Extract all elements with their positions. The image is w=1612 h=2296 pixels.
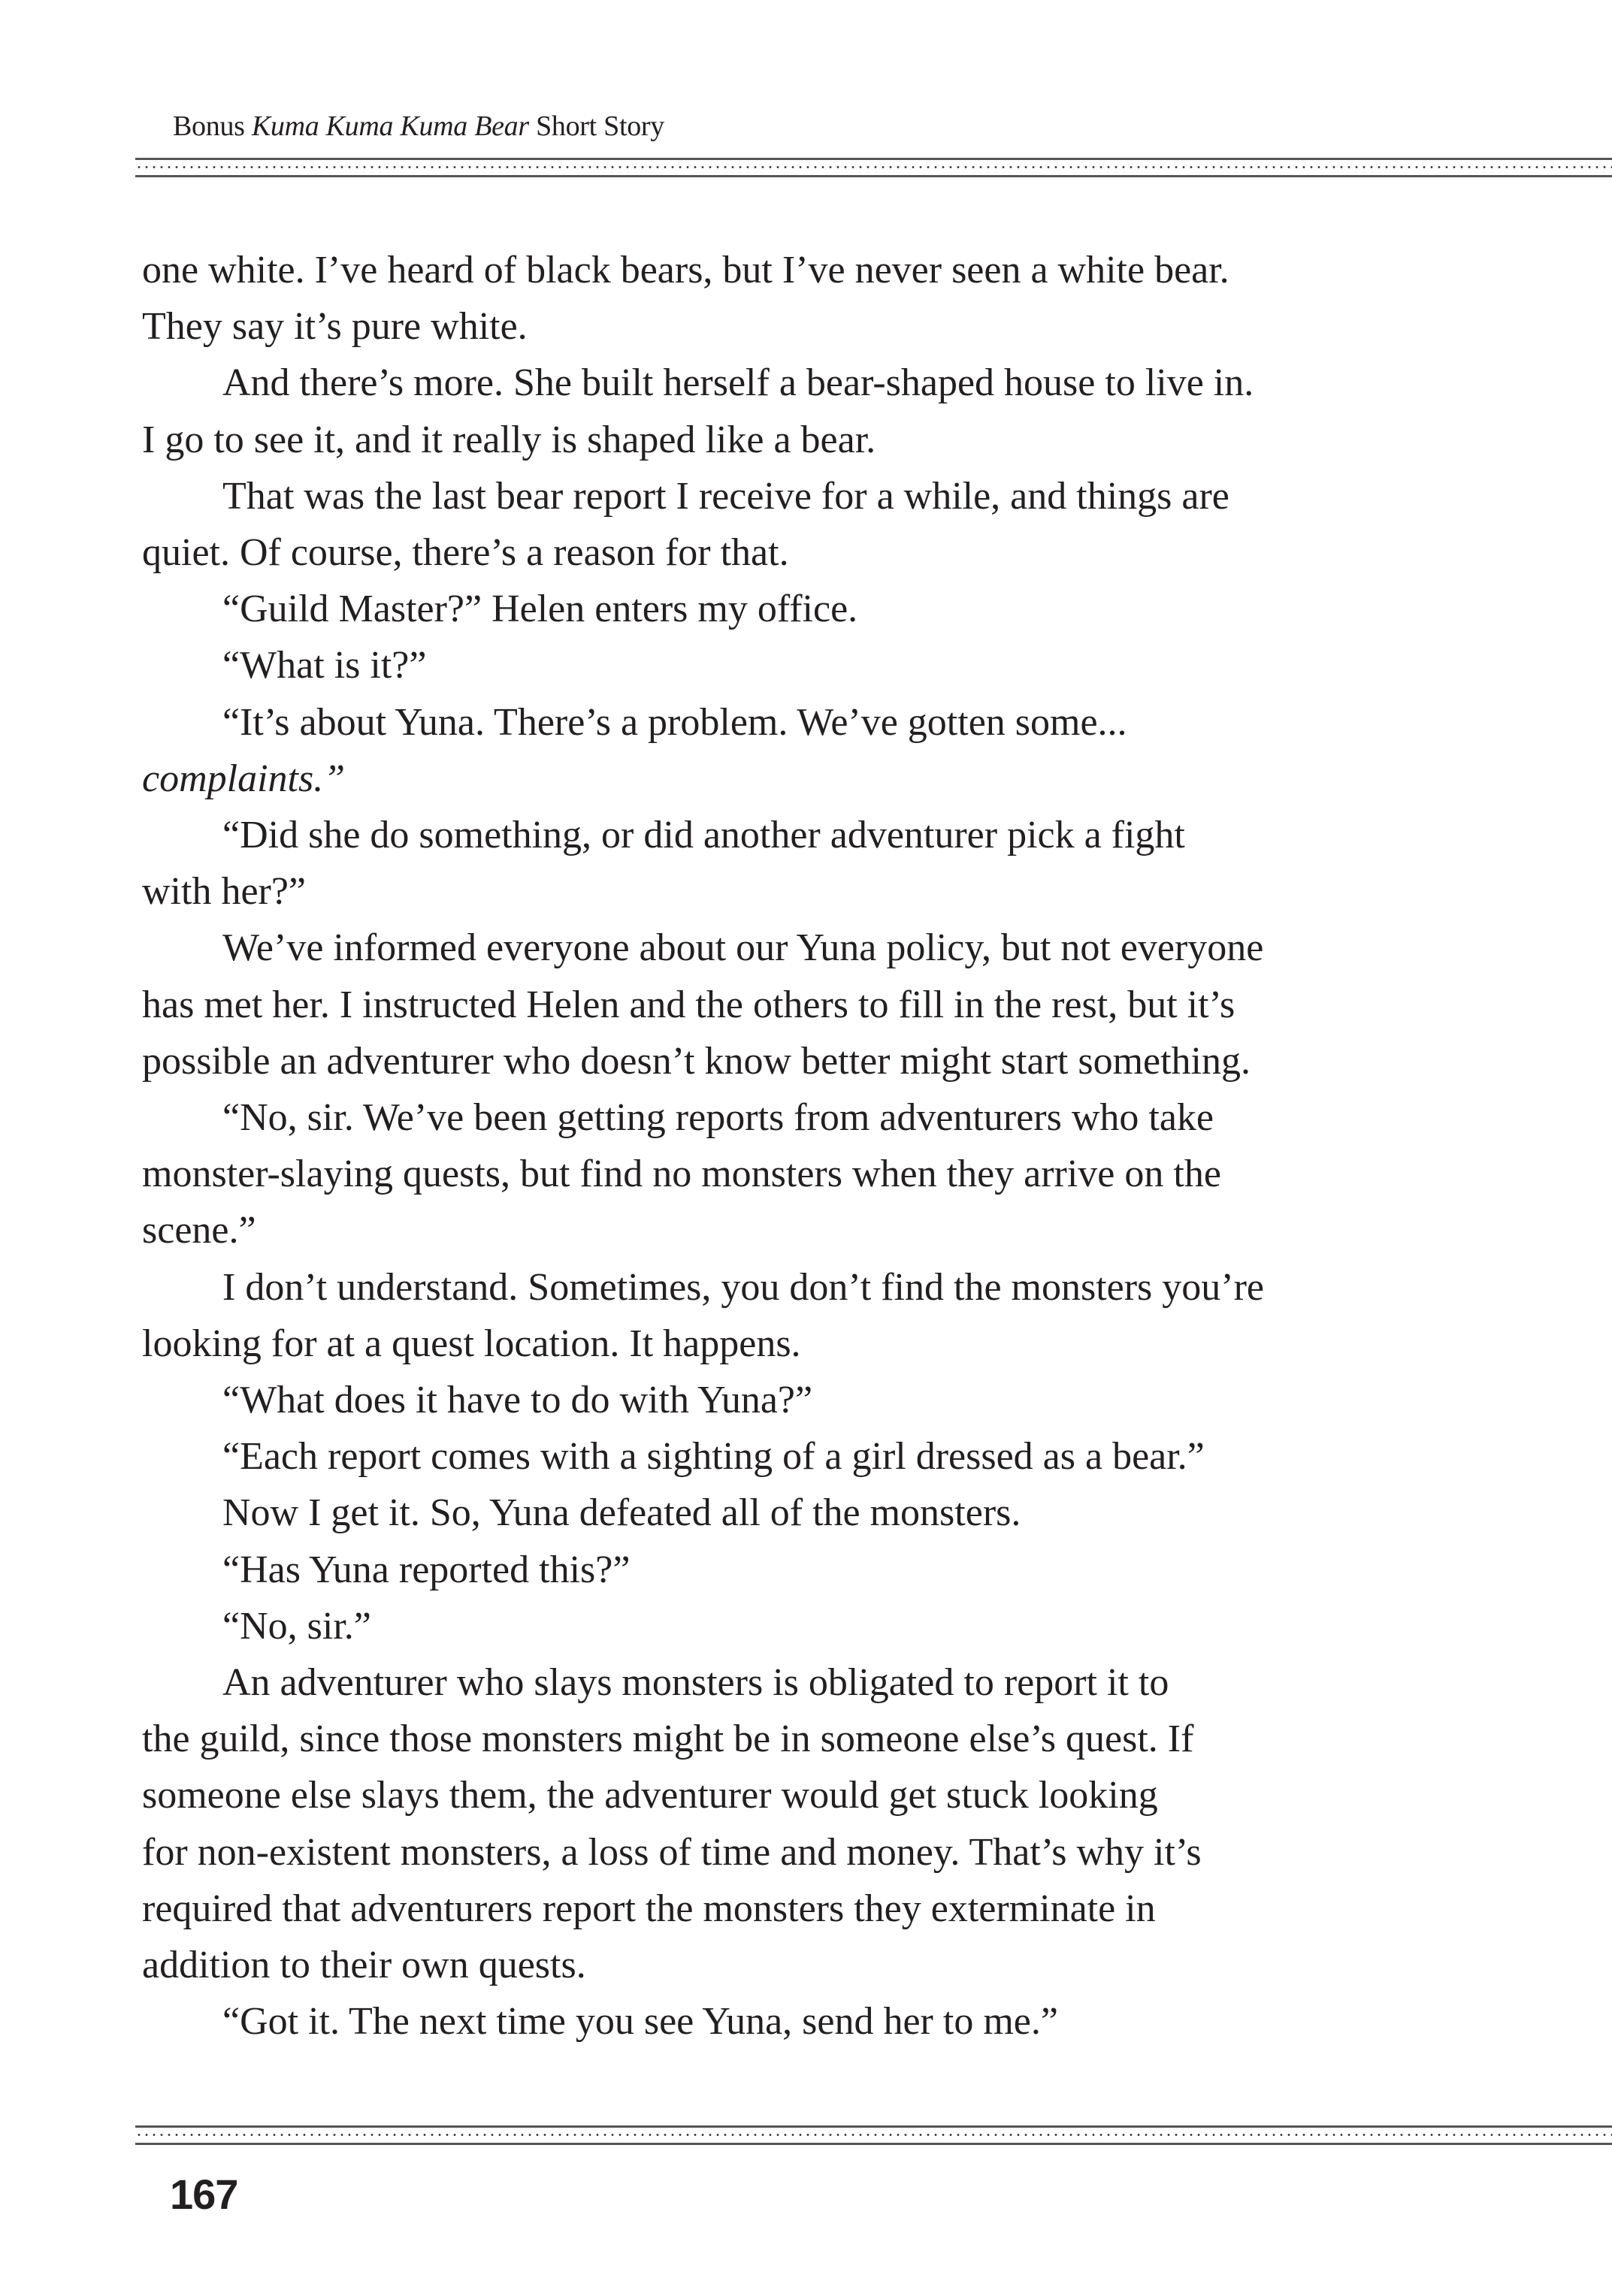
text-line: “What does it have to do with Yuna?” — [222, 1379, 813, 1422]
running-head — [173, 110, 664, 143]
text-line: “No, sir. We’ve been getting reports from adventurers who take — [222, 1096, 1214, 1140]
running-head-suffix: Short Story — [528, 110, 664, 142]
text-line: someone else slays them, the adventurer would get stuck looking — [142, 1774, 1158, 1817]
text-line: addition to their own quests. — [142, 1944, 586, 1987]
text-line: “Did she do something, or did another adventurer pick a fight — [222, 814, 1185, 857]
text-line: That was the last bear report I receive for a while, and things are — [222, 474, 1229, 518]
text-line: possible an adventurer who doesn’t know better might start something. — [142, 1039, 1251, 1083]
text-line: I don’t understand. Sometimes, you don’t find the monsters you’re — [222, 1265, 1264, 1309]
page-number: 167 — [170, 2171, 238, 2218]
text-line: has met her. I instructed Helen and the others to fill in the rest, but it’s — [142, 983, 1235, 1026]
footer-divider — [135, 2125, 1612, 2145]
text-line: the guild, since those monsters might be in someone else’s quest. If — [142, 1717, 1194, 1761]
text-line: looking for at a quest location. It happens. — [142, 1322, 801, 1365]
running-head-prefix: Bonus — [173, 110, 252, 142]
text-line: monster-slaying quests, but find no monsters when they arrive on the — [142, 1153, 1221, 1196]
text-line: “Has Yuna reported this?” — [222, 1548, 631, 1591]
header-divider — [135, 158, 1612, 177]
text-line: “Each report comes with a sighting of a girl dressed as a bear.” — [222, 1435, 1205, 1479]
text-line: “No, sir.” — [222, 1604, 371, 1648]
text-line: one white. I’ve heard of black bears, but I’ve never seen a white bear. — [142, 249, 1229, 292]
text-line: required that adventurers report the monsters they exterminate in — [142, 1887, 1156, 1930]
text-line: “It’s about Yuna. There’s a problem. We’ve gotten some... — [222, 700, 1127, 744]
text-line: We’ve informed everyone about our Yuna policy, but not everyone — [222, 926, 1264, 970]
body-text — [142, 242, 1570, 2050]
text-line: “What is it?” — [222, 644, 427, 687]
text-line: An adventurer who slays monsters is obligated to report it to — [222, 1661, 1169, 1705]
text-line: scene.” — [142, 1209, 256, 1252]
text-line: for non-existent monsters, a loss of time and money. That’s why it’s — [142, 1830, 1202, 1874]
text-line: with her?” — [142, 870, 307, 914]
text-line: I go to see it, and it really is shaped like a bear. — [142, 418, 876, 461]
text-line: “Guild Master?” Helen enters my office. — [222, 588, 858, 631]
running-head-book-title: Kuma Kuma Kuma Bear — [251, 110, 529, 142]
text-line: “Got it. The next time you see Yuna, send her to me.” — [222, 2000, 1058, 2044]
text-line: Now I get it. So, Yuna defeated all of the monsters. — [222, 1491, 1021, 1535]
text-line: They say it’s pure white. — [142, 305, 528, 349]
text-line: quiet. Of course, there’s a reason for that. — [142, 531, 789, 575]
text-line: complaints.” — [142, 757, 346, 800]
text-line: And there’s more. She built herself a bear-shaped house to live in. — [222, 361, 1254, 405]
